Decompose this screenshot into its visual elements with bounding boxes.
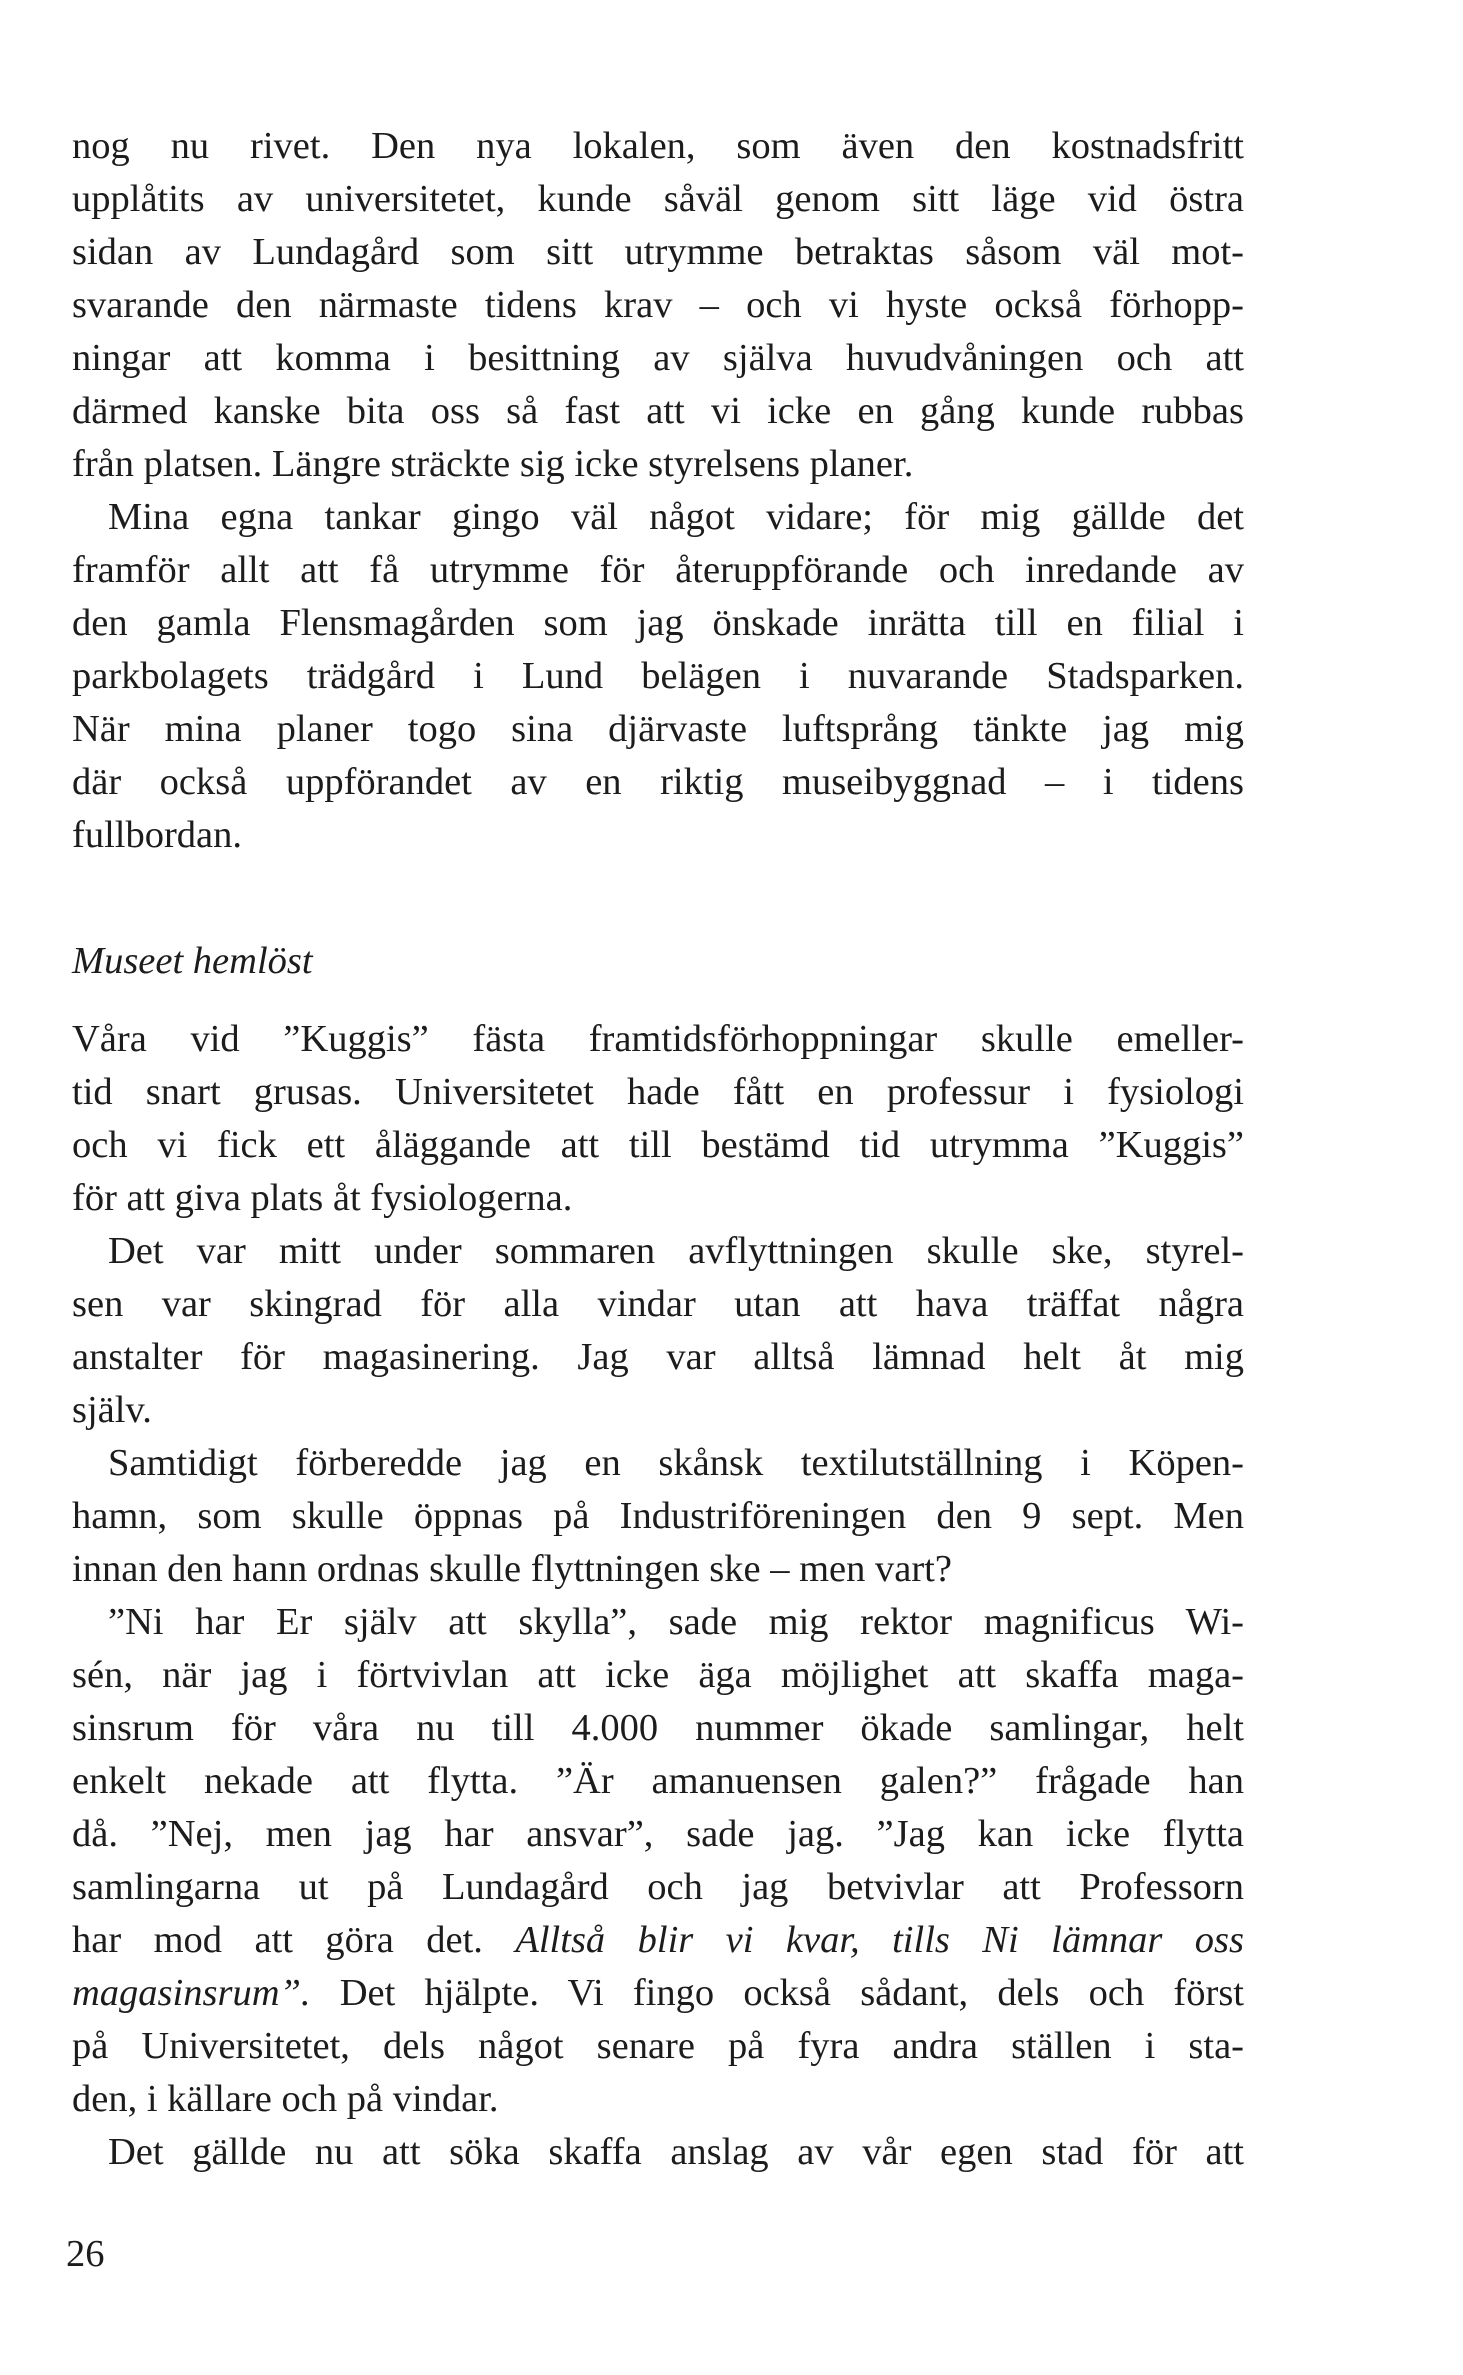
plain-text: Det hjälpte. Vi fingo också sådant, dels och först [310,1972,1244,2014]
text-line: sen var skingrad för alla vindar utan att hava träffat några [72,1283,1244,1325]
text-line: tid snart grusas. Universitetet hade fått en professur i fysiologi [72,1071,1244,1113]
text-line: nog nu rivet. Den nya lokalen, som även den kostnadsfritt [72,125,1244,167]
text-line: svarande den närmaste tidens krav – och vi hyste också förhopp- [72,284,1244,326]
text-line: då. ”Nej, men jag har ansvar”, sade jag. ”Jag kan icke flytta [72,1813,1244,1855]
text-line: Våra vid ”Kuggis” fästa framtidsförhoppningar skulle emeller- [72,1018,1244,1060]
text-line-mixed [72,1967,1244,2020]
text-line: sidan av Lundagård som sitt utrymme betraktas såsom väl mot- [72,231,1244,273]
text-line: på Universitetet, dels något senare på fyra andra ställen i sta- [72,2025,1244,2067]
text-line: enkelt nekade att flytta. ”Är amanuensen galen?” frågade han [72,1760,1244,1802]
text-line: för att giva plats åt fysiologerna. [72,1177,573,1219]
text-line: När mina planer togo sina djärvaste luftsprång tänkte jag mig [72,708,1244,750]
text-line: Det var mitt under sommaren avflyttningen skulle ske, styrel- [108,1230,1244,1272]
text-line: parkbolagets trädgård i Lund belägen i nuvarande Stadsparken. [72,655,1244,697]
text-line: själv. [72,1389,152,1431]
text-line: fullbordan. [72,814,242,856]
text-line: sén, när jag i förtvivlan att icke äga möjlighet att skaffa maga- [72,1654,1244,1696]
text-line: sinsrum för våra nu till 4.000 nummer ökade samlingar, helt [72,1707,1244,1749]
text-line: den gamla Flensmagården som jag önskade inrätta till en filial i [72,602,1244,644]
section-heading: Museet hemlöst [72,940,313,982]
text-line: Samtidigt förberedde jag en skånsk textilutställning i Köpen- [108,1442,1244,1484]
text-line: anstalter för magasinering. Jag var alltså lämnad helt åt mig [72,1336,1244,1378]
text-line: Mina egna tankar gingo väl något vidare; för mig gällde det [108,496,1244,538]
plain-text: har mod att göra det. [72,1919,516,1961]
text-line: samlingarna ut på Lundagård och jag betvivlar att Professorn [72,1866,1244,1908]
text-line: den, i källare och på vindar. [72,2078,499,2120]
text-line: där också uppförandet av en riktig museibyggnad – i tidens [72,761,1244,803]
text-line: framför allt att få utrymme för återuppförande och inredande av [72,549,1244,591]
text-line-mixed [72,1914,1244,1967]
text-line: ningar att komma i besittning av själva huvudvåningen och att [72,337,1244,379]
text-line: och vi fick ett åläggande att till bestämd tid utrymma ”Kuggis” [72,1124,1244,1166]
body-text-section-1 [72,120,1244,862]
italic-text: magasinsrum”. [72,1972,311,2014]
text-line: hamn, som skulle öppnas på Industriföreningen den 9 sept. Men [72,1495,1244,1537]
text-line: från platsen. Längre sträckte sig icke styrelsens planer. [72,443,914,485]
italic-text: Alltså blir vi kvar, tills Ni lämnar oss [515,1919,1245,1961]
body-text-section-2 [72,1013,1244,2179]
text-line: därmed kanske bita oss så fast att vi icke en gång kunde rubbas [72,390,1244,432]
page-number: 26 [66,2233,105,2275]
text-line: Det gällde nu att söka skaffa anslag av vår egen stad för att [108,2131,1244,2173]
text-line: innan den hann ordnas skulle flyttningen ske – men vart? [72,1548,952,1590]
text-line: upplåtits av universitetet, kunde såväl genom sitt läge vid östra [72,178,1244,220]
text-line: ”Ni har Er själv att skylla”, sade mig rektor magnificus Wi- [108,1601,1244,1643]
